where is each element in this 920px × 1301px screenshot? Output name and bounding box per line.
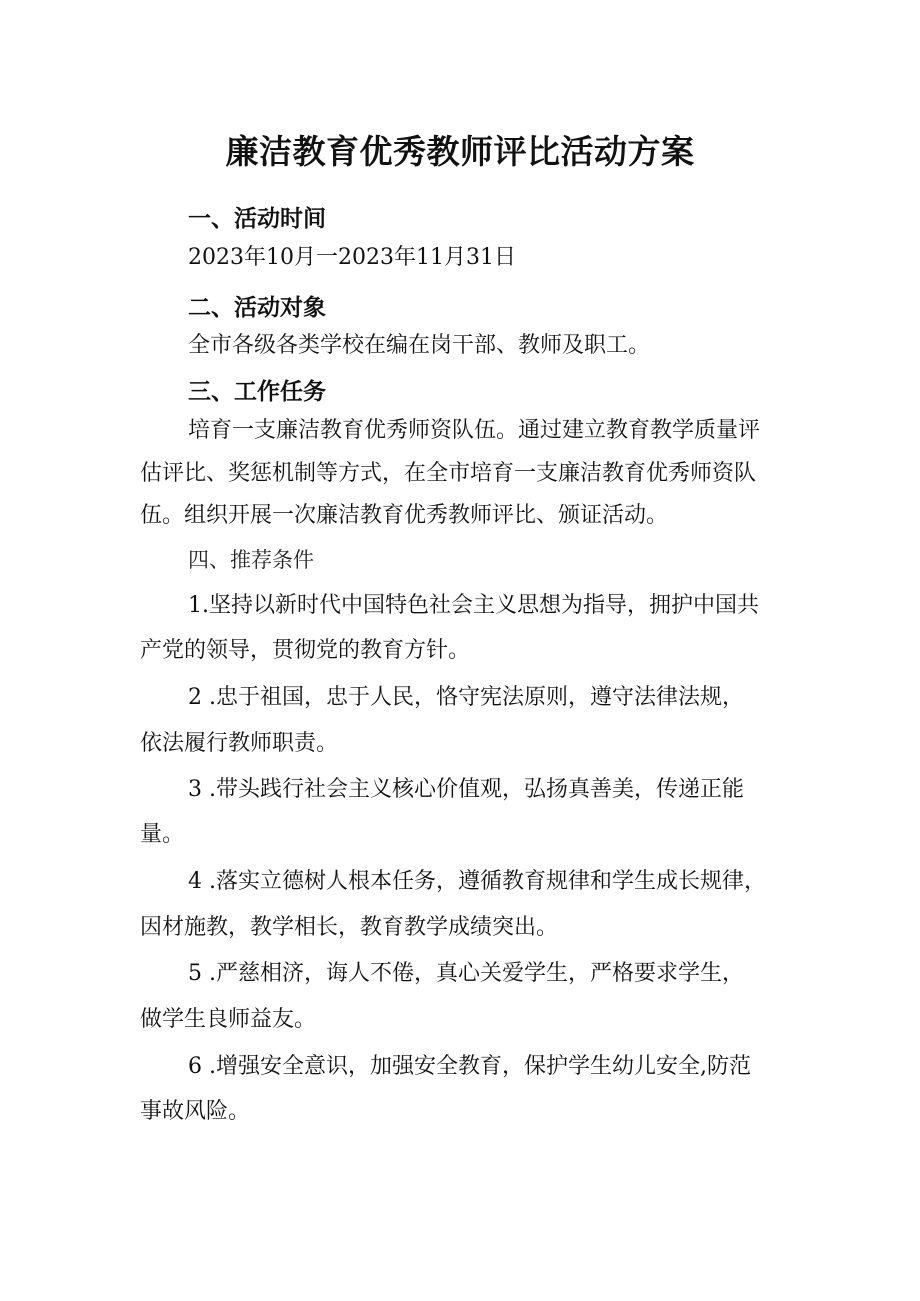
condition-item-line: 量。	[140, 822, 185, 847]
section-heading-time: 一、活动时间	[188, 206, 326, 232]
section-heading-conditions: 四、推荐条件	[188, 548, 314, 572]
task-line: 培育一支廉洁教育优秀师资队伍。通过建立教育教学质量评	[188, 418, 761, 443]
condition-item-line: 4 .落实立德树人根本任务，遵循教育规律和学生成长规律，	[188, 869, 766, 894]
task-line: 伍。组织开展一次廉洁教育优秀教师评比、颁证活动。	[140, 503, 669, 528]
condition-item-line: 3 .带头践行社会主义核心价值观，弘扬真善美，传递正能	[188, 777, 744, 802]
condition-item-line: 1.坚持以新时代中国特色社会主义思想为指导，拥护中国共	[188, 593, 759, 618]
condition-item-line: 依法履行教师职责。	[140, 731, 339, 756]
task-line: 估评比、奖惩机制等方式，在全市培育一支廉洁教育优秀师资队	[140, 461, 757, 486]
condition-item-line: 事故风险。	[140, 1099, 251, 1124]
section-heading-target: 二、活动对象	[188, 295, 326, 321]
section-heading-task: 三、工作任务	[188, 379, 326, 405]
condition-item-line: 5 .严慈相济，诲人不倦，真心关爱学生，严格要求学生，	[188, 961, 744, 986]
section-text-time: 2023年10月一2023年11月31日	[188, 245, 516, 270]
condition-item-line: 因材施教，教学相长，教育教学成绩突出。	[140, 915, 559, 940]
condition-item-line: 2 .忠于祖国，忠于人民，恪守宪法原则，遵守法律法规，	[188, 685, 744, 710]
document-title: 廉洁教育优秀教师评比活动方案	[225, 132, 695, 171]
condition-item-line: 产党的领导，贯彻党的教育方针。	[140, 638, 471, 663]
section-text-target: 全市各级各类学校在编在岗干部、教师及职工。	[188, 333, 651, 358]
condition-item-line: 做学生良师益友。	[140, 1007, 317, 1032]
condition-item-line: 6 .增强安全意识，加强安全教育，保护学生幼儿安全,防范	[188, 1054, 751, 1079]
